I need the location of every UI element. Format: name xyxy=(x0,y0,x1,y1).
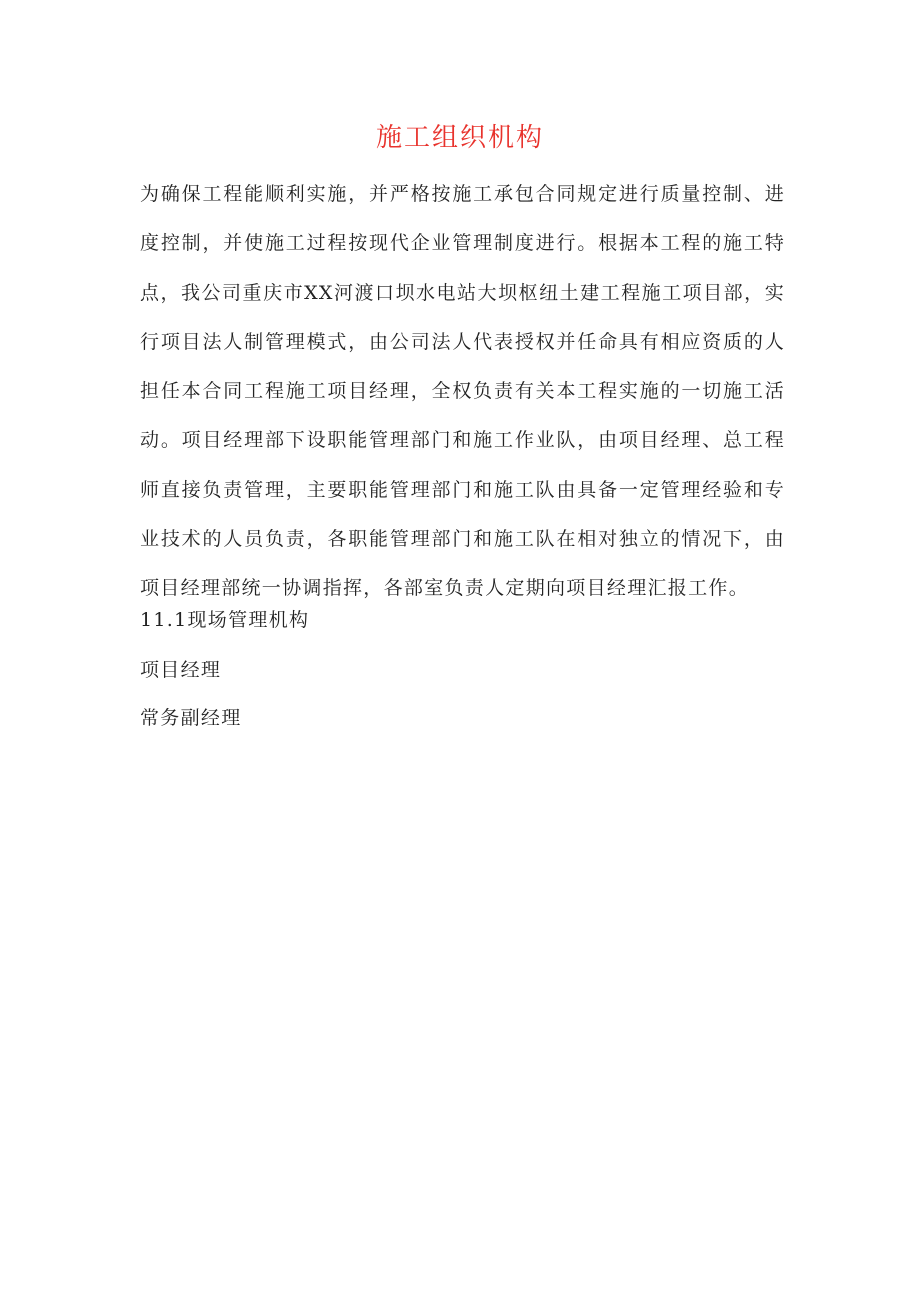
list-item-project-manager: 项目经理 xyxy=(140,659,222,681)
document-title: 施工组织机构 xyxy=(375,123,544,153)
list-item-deputy-manager: 常务副经理 xyxy=(140,707,242,729)
body-paragraph: 为确保工程能顺利实施，并严格按施工承包合同规定进行质量控制、进度控制，并使施工过程按现代企业管理制度进行。根据本工程的施工特点，我公司重庆市XX河渡口坝水电站大坝枢纽土建工程施工项目部，实行项目法人制管理模式，由公司法人代表授权并任命具有相应资质的人担任本合同工程施工项目经理，全权负责有关本工程实施的一切施工活动。项目经理部下设职能管理部门和施工作业队，由项目经理、总工程师直接负责管理，主要职能管理部门和施工队由具备一定管理经验和专业技术的人员负责，各职能管理部门和施工队在相对独立的情况下，由项目经理部统一协调指挥，各部室负责人定期向项目经理汇报工作。 xyxy=(140,183,785,600)
section-heading: 11.1现场管理机构 xyxy=(140,609,310,631)
